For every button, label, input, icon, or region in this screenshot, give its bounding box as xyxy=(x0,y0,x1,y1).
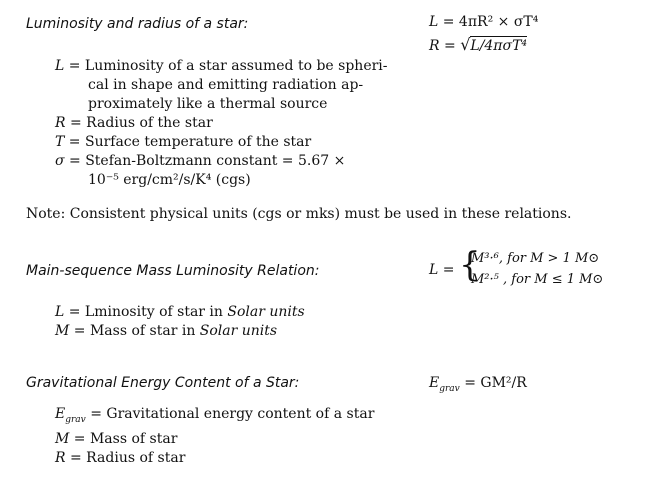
luminosity-definitions xyxy=(55,57,388,190)
eq2-lhs: R xyxy=(429,38,440,54)
def-line: L = Lminosity of star in Solar units xyxy=(55,304,305,320)
left-brace-icon: { xyxy=(459,245,481,285)
eq2-equals: = xyxy=(444,38,461,54)
def-line: L = Luminosity of a star assumed to be spheri- xyxy=(55,58,388,74)
eq1-lhs: L xyxy=(429,14,439,30)
def-line: cal in shape and emitting radiation ap- xyxy=(88,77,364,93)
mass-luminosity-heading: Main-sequence Mass Luminosity Relation: xyxy=(26,263,320,279)
case-1: M³·⁶, for M > 1 M⊙ xyxy=(471,251,600,266)
units-note: Note: Consistent physical units (cgs or mks) must be used in these relations. xyxy=(26,206,572,222)
eq1-rhs: = 4πR² × σT⁴ xyxy=(442,14,539,30)
def-line: $E_{grav}$ = Gravitational energy content of a star xyxy=(55,406,375,425)
mass-luminosity-definitions xyxy=(55,303,305,341)
luminosity-heading: Luminosity and radius of a star: xyxy=(26,16,249,32)
gravitational-equation: $E_{grav} = GM^2/R$ xyxy=(429,375,527,394)
eq2-radicand: L/4πσT⁴ xyxy=(470,38,528,54)
def-line: M = Mass of star xyxy=(55,430,178,447)
def-line: 10⁻⁵ erg/cm²/s/K⁴ (cgs) xyxy=(88,172,251,188)
sqrt-icon: √ xyxy=(460,35,471,54)
def-line: R = Radius of star xyxy=(55,449,186,466)
def-line: σ = Stefan-Boltzmann constant = 5.67 × xyxy=(55,153,346,169)
def-line: R = Radius of the star xyxy=(55,115,213,131)
mass-luminosity-lhs: L = xyxy=(429,262,455,278)
def-line: proximately like a thermal source xyxy=(88,96,328,112)
gravitational-heading: Gravitational Energy Content of a Star: xyxy=(26,375,300,391)
gravitational-definitions xyxy=(55,405,374,468)
def-line: T = Surface temperature of the star xyxy=(55,134,312,150)
def-line: M = Mass of star in Solar units xyxy=(55,323,278,339)
luminosity-equation xyxy=(429,14,538,30)
case-2: M²·⁵ , for M ≤ 1 M⊙ xyxy=(471,272,604,287)
radius-equation xyxy=(429,35,527,54)
